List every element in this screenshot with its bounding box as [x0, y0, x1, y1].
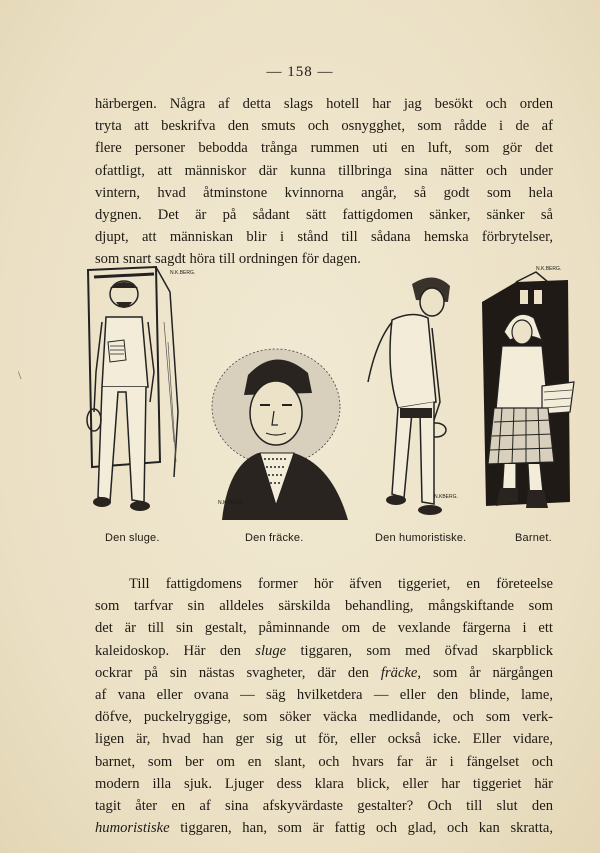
- illustration-den-sluge: [74, 262, 196, 524]
- text-run: tiggaren, som med öfvad skarpblick: [286, 642, 553, 659]
- text-line: vintern, hvad åtminstone kvinnorna angår, så godt som hela: [95, 184, 553, 201]
- emphasis-sluge: sluge: [255, 642, 287, 659]
- text-line: flere personer bebodda trånga rummen uti en luft, som gör det: [95, 140, 553, 157]
- artist-signature: N.K.BERG.: [218, 500, 244, 506]
- paragraph-bottom: [95, 573, 553, 839]
- text-line: som snart sagdt höra till ordningen för dagen.: [95, 251, 361, 268]
- text-line: tagit åter en af sina afskyvärdaste gestalter? Och till slut den: [95, 798, 553, 815]
- illustration-drawing: [362, 262, 462, 524]
- text-line: det är till sin gestalt, påminnande om de vexlande färgerna i ett: [95, 620, 553, 637]
- caption-den-humoristiske: Den humoristiske.: [375, 532, 467, 544]
- text-line: [95, 640, 553, 662]
- text-run: tiggaren, han, som är fattig och glad, och kan skratta,: [169, 820, 553, 837]
- text-line: dygnen. Det är på sådant sätt fattigdomen sänker, sänker så: [95, 207, 553, 224]
- artist-signature: N.K.BERG.: [536, 266, 562, 272]
- text-line: modern illa sjuk. Ljuger dess klara blick, eller har tiggeriet här: [95, 775, 553, 792]
- text-line: ligen är, hvad han ger sig ut för, eller också icke. Eller vidare,: [95, 731, 553, 748]
- text-run: kaleidoskop. Här den: [95, 642, 256, 659]
- text-line: djupt, att människan blir i stånd till sådana hemska förbrytelser,: [95, 229, 553, 246]
- illustration-drawing: [476, 262, 576, 524]
- text-run: ockrar på sin nästas svagheter, där den: [95, 664, 381, 681]
- artist-signature: N.KBERG.: [434, 494, 458, 500]
- text-line: [95, 662, 553, 684]
- illustration-barnet: [476, 262, 576, 524]
- text-line: ofattligt, att människor där kunna tillbringa sina nätter och under: [95, 162, 553, 179]
- margin-mark: \: [18, 368, 22, 382]
- text-line: härbergen. Några af detta slags hotell har jag besökt och orden: [95, 96, 553, 112]
- caption-den-fracke: Den fräcke.: [245, 532, 304, 544]
- text-line: döfve, puckelryggige, som söker väcka medlidande, och som verk-: [95, 709, 553, 726]
- emphasis-humoristiske: humoristiske: [95, 820, 170, 837]
- caption-den-sluge: Den sluge.: [105, 532, 160, 544]
- text-line: af vana eller ovana — säg hvilketdera — eller den blinde, lame,: [95, 687, 553, 704]
- page-number: — 158 —: [266, 64, 334, 80]
- illustration-den-fracke: [208, 345, 353, 525]
- text-line: som tarfvar sin alldeles särskilda behandling, mångskiftande som: [95, 598, 553, 615]
- illustration-den-humoristiske: [362, 262, 462, 524]
- illustration-drawing: [74, 262, 186, 524]
- text-run: som år närgången: [421, 664, 554, 681]
- text-line: tryta att beskrifva den smuts och osnygghet, som rådde i de af: [95, 118, 553, 135]
- paragraph-top: [95, 93, 553, 271]
- caption-barnet: Barnet.: [515, 532, 552, 544]
- artist-signature: N.K.BERG.: [170, 270, 196, 276]
- text-line: [95, 817, 553, 839]
- illustration-drawing: [208, 345, 353, 525]
- emphasis-fracke: fräcke,: [380, 664, 422, 681]
- text-line: barnet, som ber om en slant, och hvars far är i fängelset och: [95, 753, 553, 770]
- text-line: Till fattigdomens former hör äfven tiggeriet, en företeelse: [129, 576, 553, 592]
